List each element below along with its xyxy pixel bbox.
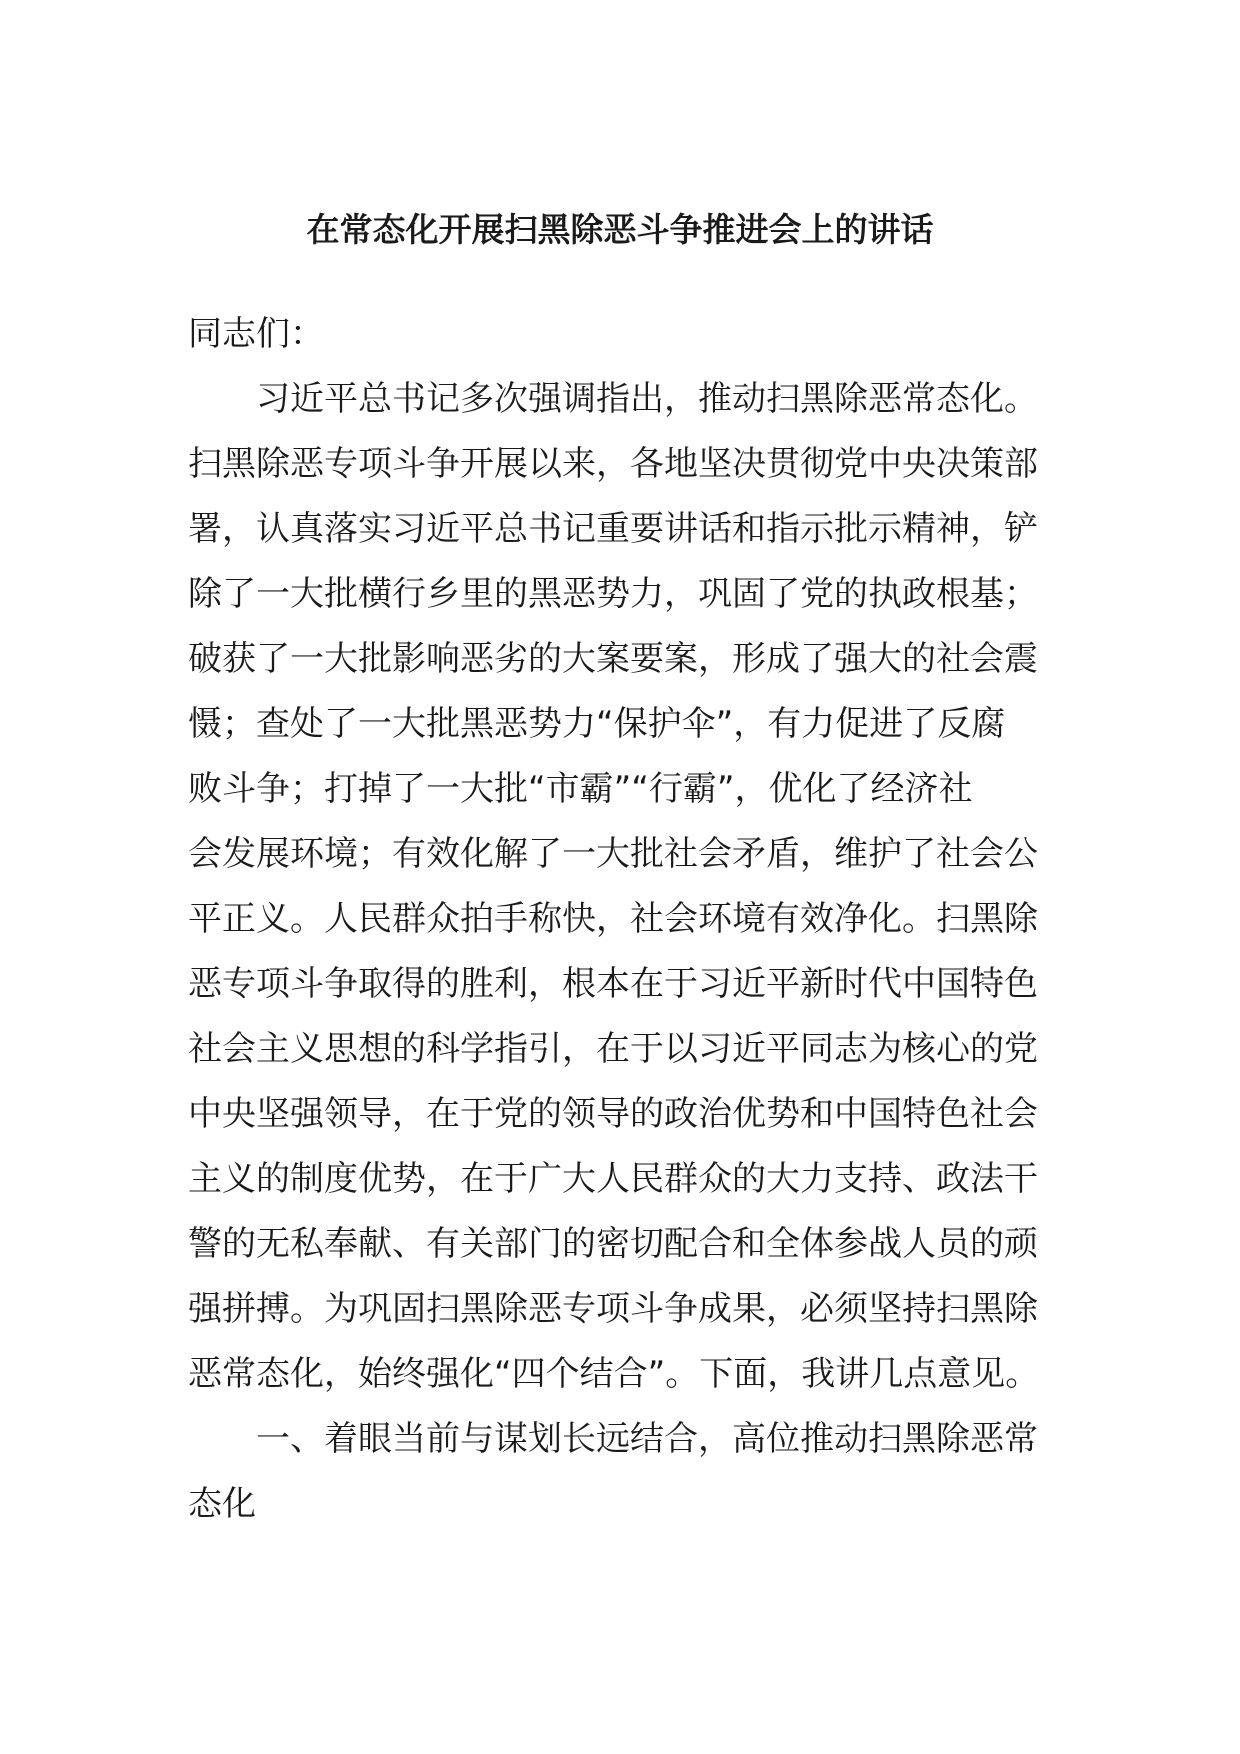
section-heading-line: 一、着眼当前与谋划长远结合，高位推动扫黑除恶常 <box>256 1419 1038 1459</box>
paragraph-line: 习近平总书记多次强调指出，推动扫黑除恶常态化。 <box>256 379 1038 419</box>
paragraph-line: 中央坚强领导，在于党的领导的政治优势和中国特色社会 <box>188 1094 1038 1134</box>
paragraph-line: 慑；查处了一大批黑恶势力“保护伞”，有力促进了反腐 <box>188 704 1006 744</box>
document-title: 在常态化开展扫黑除恶斗争推进会上的讲话 <box>306 210 934 249</box>
paragraph-line: 社会主义思想的科学指引，在于以习近平同志为核心的党 <box>188 1029 1038 1069</box>
document-body <box>188 302 1068 1537</box>
paragraph-line: 扫黑除恶专项斗争开展以来，各地坚决贯彻党中央决策部 <box>188 444 1038 484</box>
paragraph-line: 恶常态化，始终强化“四个结合”。下面，我讲几点意见。 <box>188 1354 1040 1394</box>
paragraph-line: 强拼搏。为巩固扫黑除恶专项斗争成果，必须坚持扫黑除 <box>188 1289 1038 1329</box>
salutation: 同志们： <box>188 314 324 354</box>
paragraph-line: 恶专项斗争取得的胜利，根本在于习近平新时代中国特色 <box>188 964 1038 1004</box>
paragraph-line: 平正义。人民群众拍手称快，社会环境有效净化。扫黑除 <box>188 899 1038 939</box>
paragraph-line: 主义的制度优势，在于广大人民群众的大力支持、政法干 <box>188 1159 1038 1199</box>
paragraph-line: 除了一大批横行乡里的黑恶势力，巩固了党的执政根基； <box>188 574 1038 614</box>
paragraph-line: 破获了一大批影响恶劣的大案要案，形成了强大的社会震 <box>188 639 1038 679</box>
paragraph-line: 会发展环境；有效化解了一大批社会矛盾，维护了社会公 <box>188 834 1038 874</box>
section-heading-line: 态化 <box>188 1484 256 1524</box>
paragraph-line: 署，认真落实习近平总书记重要讲话和指示批示精神，铲 <box>188 509 1038 549</box>
paragraph-line: 败斗争；打掉了一大批“市霸”“行霸”，优化了经济社 <box>188 769 973 809</box>
paragraph-line: 警的无私奉献、有关部门的密切配合和全体参战人员的顽 <box>188 1224 1038 1264</box>
